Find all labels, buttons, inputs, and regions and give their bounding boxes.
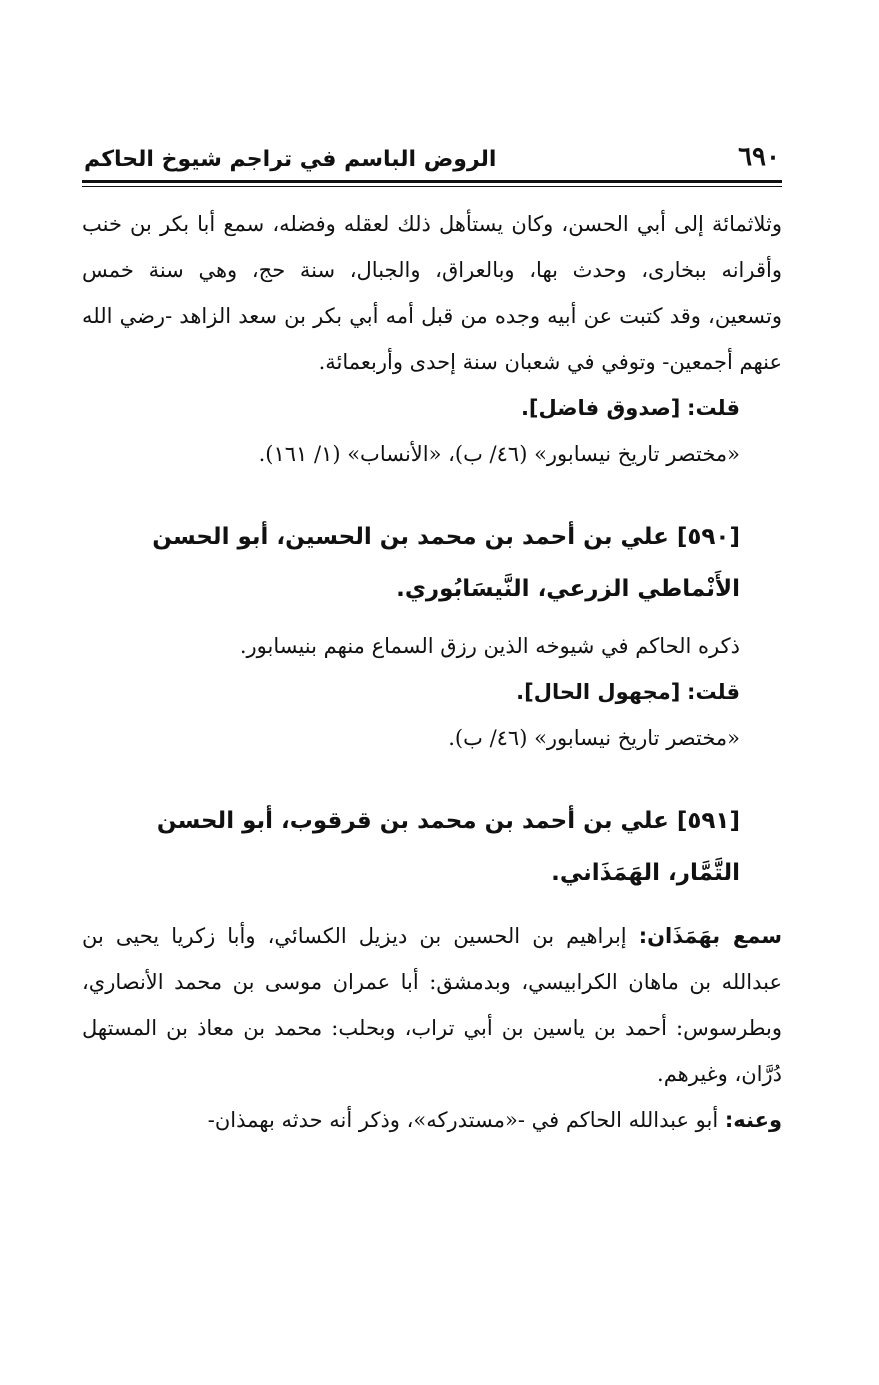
- entry-591-teachers-paragraph: [82, 913, 782, 1097]
- book-page: [82, 128, 782, 1143]
- verdict-line-2: [82, 669, 782, 715]
- verdict-label: قلت:: [687, 396, 740, 420]
- students-text: أبو عبدالله الحاكم في -«مستدركه»، وذكر أنه حدثه بهمذان-: [207, 1108, 719, 1132]
- verdict-text: [صدوق فاضل].: [520, 396, 681, 420]
- entry-591-students-paragraph: [82, 1097, 782, 1143]
- running-title: الروض الباسم في تراجم شيوخ الحاكم: [84, 147, 497, 172]
- header-rule-thin: [82, 186, 782, 187]
- verdict-label: قلت:: [687, 680, 740, 704]
- header-rule-thick: [82, 180, 782, 183]
- entry-591-heading: [٥٩١] علي بن أحمد بن محمد بن قرقوب، أبو الحسن التَّمَّار، الهَمَذَاني.: [156, 808, 740, 886]
- source-reference-1: «مختصر تاريخ نيسابور» (٤٦/ ب)، «الأنساب» (١/ ١٦١).: [258, 442, 740, 466]
- running-header: [82, 128, 782, 178]
- students-lead: وعنه:: [724, 1108, 782, 1132]
- teachers-lead: سمع بهَمَذَان:: [638, 924, 782, 948]
- page-number: ٦٩٠: [738, 142, 780, 172]
- continued-biography-paragraph: وثلاثمائة إلى أبي الحسن، وكان يستأهل ذلك لعقله وفضله، سمع أبا بكر بن خنب وأقرانه ببخارى، وحدث بها، وبالعراق، والجبال، سنة حج، وهي سنة خمس وتسعين، وقد كتبت عن أبيه وجده من قبل أمه أبي بكر بن سعد الزاهد -رضي الله عنهم أجمعين- وتوفي في شعبان سنة إحدى وأربعمائة.: [82, 212, 782, 374]
- teachers-text: إبراهيم بن الحسين بن ديزيل الكسائي، وأبا زكريا يحيى بن عبدالله بن ماهان الكرابيسي، وبدمشق: أبا عمران موسى بن محمد الأنصاري، وبطرسوس: أحمد بن ياسين بن أبي تراب، وبحلب: محمد بن معاذ بن المستهل دُرَّان، وغيرهم.: [82, 924, 782, 1086]
- entry-590-heading: [٥٩٠] علي بن أحمد بن محمد بن الحسين، أبو الحسن الأَنْماطي الزرعي، النَّيسَابُوري.: [152, 524, 740, 602]
- entry-590-text: ذكره الحاكم في شيوخه الذين رزق السماع منهم بنيسابور.: [239, 634, 740, 658]
- verdict-text: [مجهول الحال].: [516, 680, 681, 704]
- source-reference-2: «مختصر تاريخ نيسابور» (٤٦/ ب).: [448, 726, 740, 750]
- verdict-line-1: [82, 385, 782, 431]
